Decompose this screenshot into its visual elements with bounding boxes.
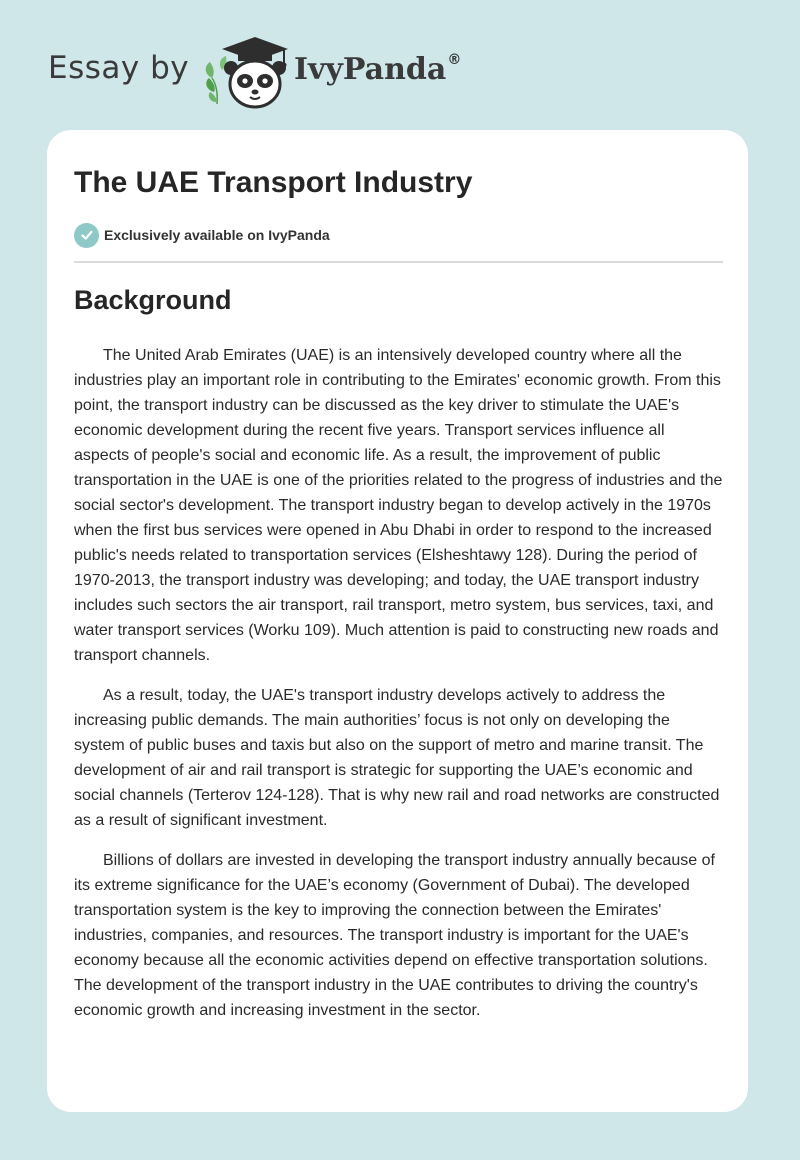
essay-paragraph: Billions of dollars are invested in developing the transport industry annually because of its extreme significance for the UAE’s economy (Government of Dubai). The developed transportation system is the key to improving the connection between the Emirates' industries, companies, and resources. The transport industry is important for the UAE's economy because all the economic activities depend on effective transportation solutions. The development of the transport industry in the UAE contributes to driving the country's economic growth and increasing investment in the sector. [74,852,715,1019]
brand-prefix: Essay by [48,50,190,86]
brand-header[interactable] [48,34,508,114]
exclusive-badge [74,222,330,248]
section-heading: Background [74,285,232,315]
exclusive-label: Exclusively available on IvyPanda [104,227,330,243]
essay-body [74,343,724,1038]
title-divider [74,261,723,263]
brand-name: IvyPanda® [294,52,462,87]
check-icon [74,223,99,248]
essay-paragraph: The United Arab Emirates (UAE) is an intensively developed country where all the industries play an important role in contributing to the Emirates' economic growth. From this point, the transport industry can be discussed as the key driver to stimulate the UAE's economic development during the recent five years. Transport services influence all aspects of people's social and economic life. As a result, the improvement of public transportation in the UAE is one of the priorities related to the progress of industries and the social sector's development. The transport industry began to develop actively in the 1970s when the first bus services were opened in Abu Dhabi in order to respond to the increased public's needs related to transportation services (Elsheshtawy 128). During the period of 1970-2013, the transport industry was developing; and today, the UAE transport industry includes such sectors the air transport, rail transport, metro system, bus services, taxi, and water transport services (Worku 109). Much attention is paid to constructing new roads and transport channels. [74,347,723,664]
essay-paragraph: As a result, today, the UAE's transport industry develops actively to address the increasing public demands. The main authorities’ focus is not only on developing the system of public buses and taxis but also on the support of metro and marine transit. The development of air and rail transport is strategic for supporting the UAE’s economic and social channels (Terterov 124-128). That is why new rail and road networks are constructed as a result of significant investment. [74,687,720,829]
panda-logo-icon [200,34,300,112]
essay-card [47,130,748,1112]
essay-title: The UAE Transport Industry [74,166,473,199]
